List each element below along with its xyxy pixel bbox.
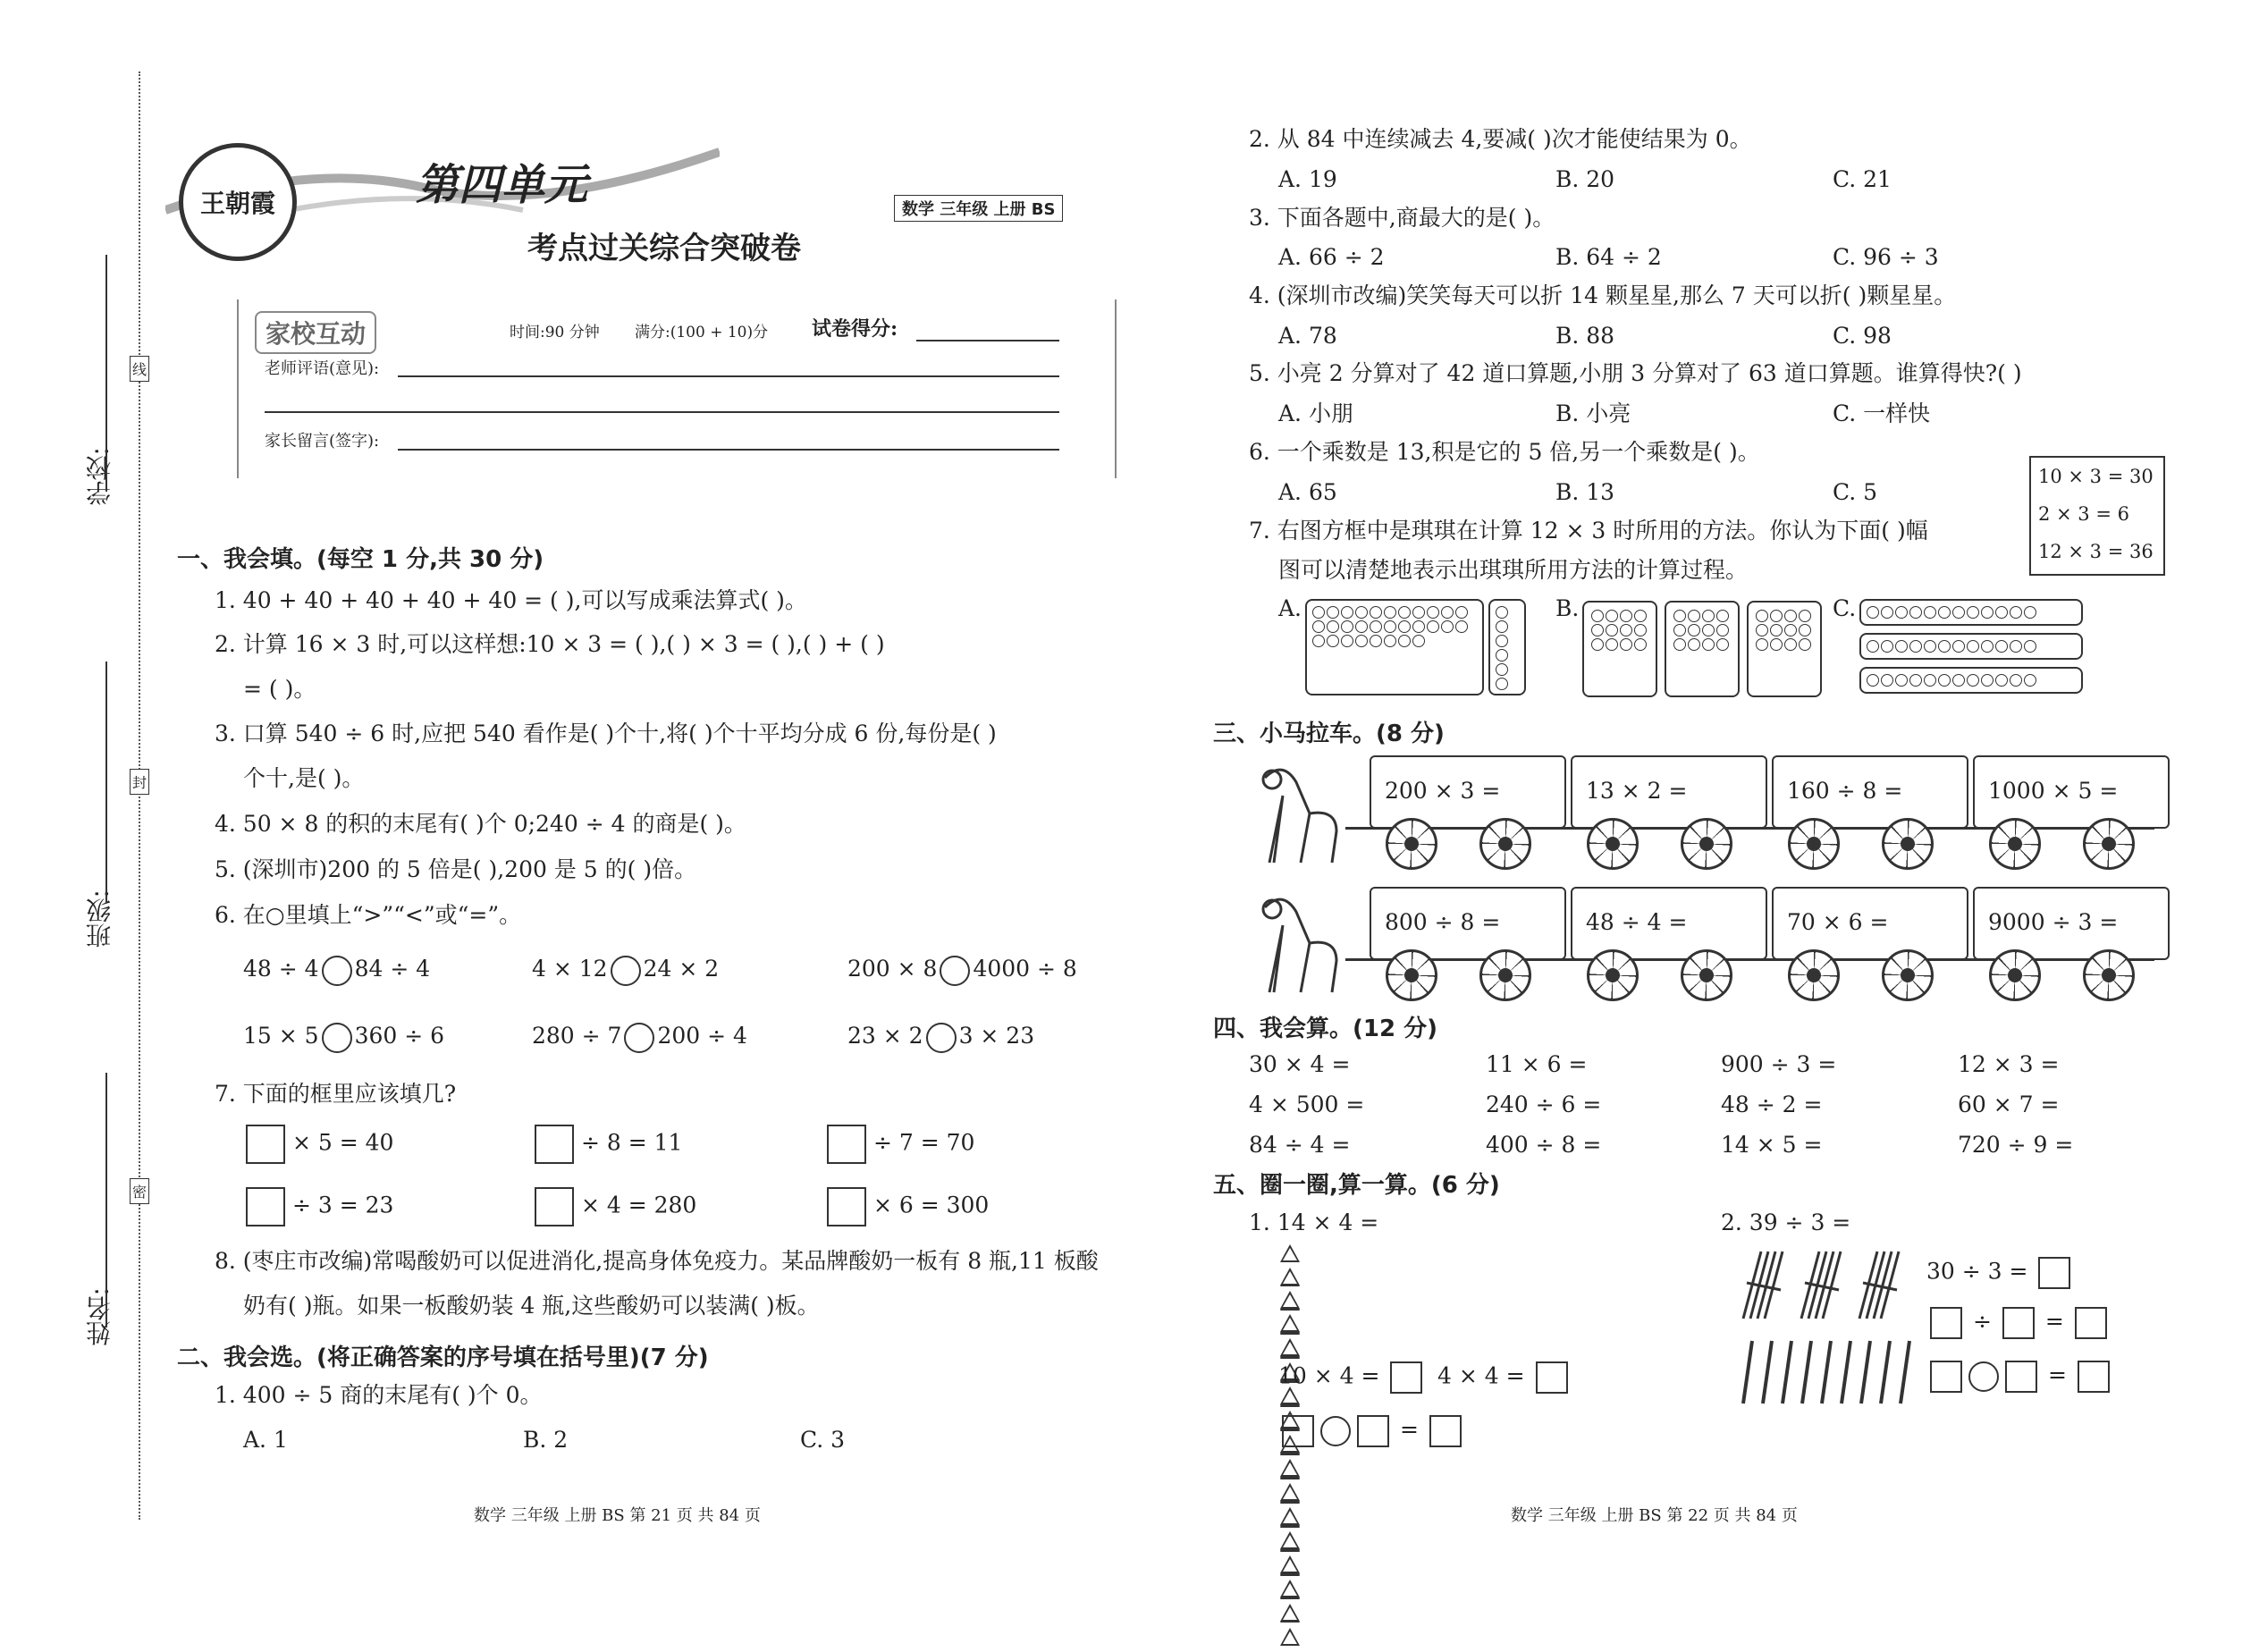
s1-q6: 6. 在○里填上“>”“<”或“=”。 xyxy=(215,902,522,928)
section-2-title: 二、我会选。(将正确答案的序号填在括号里)(7 分) xyxy=(177,1344,709,1371)
wheel-icon xyxy=(1587,949,1639,1001)
calc-item: 4 × 500 = xyxy=(1249,1092,1365,1117)
triangle-icon xyxy=(1280,1628,1300,1646)
dot xyxy=(1606,610,1618,622)
dot xyxy=(1370,635,1382,647)
class-line[interactable] xyxy=(105,662,107,903)
brand-logo: 王朝霞 xyxy=(179,143,297,261)
dot xyxy=(1770,610,1783,622)
dot xyxy=(1895,640,1908,653)
answer-box[interactable] xyxy=(2002,1307,2035,1339)
wheel-icon xyxy=(1386,818,1437,870)
train-wagon: 1000 × 5 = xyxy=(1973,755,2170,829)
footer-left: 数学 三年级 上册 BS 第 21 页 共 84 页 xyxy=(474,1506,761,1525)
triangle-icon xyxy=(1280,1244,1300,1262)
s2-q2-opt-a[interactable]: A. 19 xyxy=(1278,166,1337,192)
dot xyxy=(1938,674,1951,687)
school-line[interactable] xyxy=(105,255,107,492)
dot xyxy=(1799,610,1811,622)
answer-box[interactable] xyxy=(246,1125,285,1164)
wheel-icon xyxy=(1681,818,1732,870)
s2-q3: 3. 下面各题中,商最大的是( )。 xyxy=(1249,205,1555,231)
dots-panel-c2 xyxy=(1859,633,2083,660)
method-line: 10 × 3 = 30 xyxy=(2038,466,2154,487)
answer-box[interactable] xyxy=(535,1125,574,1164)
s2-q6-opt-c[interactable]: C. 5 xyxy=(1833,479,1878,505)
answer-box[interactable] xyxy=(1357,1415,1389,1447)
compare-circle[interactable] xyxy=(322,956,352,986)
answer-box[interactable] xyxy=(827,1125,866,1164)
s1-q2b: = ( )。 xyxy=(243,676,316,702)
answer-box[interactable] xyxy=(2075,1307,2107,1339)
dot xyxy=(1355,620,1368,633)
dot xyxy=(2024,606,2036,619)
dots-panel-b3 xyxy=(1747,601,1822,697)
dot xyxy=(1756,624,1768,636)
dot xyxy=(1967,674,1979,687)
fill-box-item: ÷ 8 = 11 xyxy=(535,1125,682,1164)
s2-q4-opt-b[interactable]: B. 88 xyxy=(1555,323,1615,349)
s1-q2a: 2. 计算 16 × 3 时,可以这样想:10 × 3 = ( ),( ) × 3 = ( ),( ) + ( ) xyxy=(215,631,885,657)
dot xyxy=(2010,640,2022,653)
footer-right: 数学 三年级 上册 BS 第 22 页 共 84 页 xyxy=(1511,1506,1798,1525)
calc-item: 720 ÷ 9 = xyxy=(1958,1132,2074,1158)
dot xyxy=(1784,610,1797,622)
section-1-title: 一、我会填。(每空 1 分,共 30 分) xyxy=(177,546,544,573)
compare-item: 280 ÷ 7 200 ÷ 4 xyxy=(532,1022,747,1053)
full-score-info: 满分:(100 + 10)分 xyxy=(635,324,769,341)
dot xyxy=(1312,620,1325,633)
s2-q1-opt-c[interactable]: C. 3 xyxy=(800,1427,846,1453)
s2-q7b: 图可以清楚地表示出琪琪所用方法的计算过程。 xyxy=(1278,557,1749,583)
dot xyxy=(1981,674,1993,687)
s2-q5: 5. 小亮 2 分算对了 42 道口算题,小朋 3 分算对了 63 道口算题。谁算得快?( ) xyxy=(1249,360,2022,386)
dots-panel-b1 xyxy=(1582,601,1657,697)
answer-box[interactable] xyxy=(827,1187,866,1226)
dot xyxy=(1355,635,1368,647)
wheel-icon xyxy=(1479,818,1531,870)
s2-q3-opt-c[interactable]: C. 96 ÷ 3 xyxy=(1833,244,1939,270)
wheel-icon xyxy=(1479,949,1531,1001)
operator-circle[interactable] xyxy=(1320,1416,1351,1446)
method-line: 2 × 3 = 6 xyxy=(2038,503,2129,525)
dot xyxy=(1938,606,1951,619)
triangle-icon xyxy=(1280,1555,1300,1573)
wheel-icon xyxy=(1788,949,1840,1001)
dot xyxy=(1909,606,1922,619)
section-4-title: 四、我会算。(12 分) xyxy=(1213,1016,1437,1042)
dot xyxy=(1756,610,1768,622)
s2-q1: 1. 400 ÷ 5 商的末尾有( )个 0。 xyxy=(215,1382,543,1408)
s5-q2-combine: = xyxy=(1926,1361,2113,1393)
answer-box[interactable] xyxy=(535,1187,574,1226)
calc-item: 900 ÷ 3 = xyxy=(1721,1051,1837,1077)
compare-item: 200 × 8 4000 ÷ 8 xyxy=(847,955,1077,986)
dot xyxy=(1370,620,1382,633)
dot xyxy=(1895,674,1908,687)
s5-q2: 2. 39 ÷ 3 = xyxy=(1721,1210,1851,1235)
pic-opt-b-label[interactable]: B. xyxy=(1555,595,1580,621)
dot xyxy=(1341,620,1353,633)
calc-item: 48 ÷ 2 = xyxy=(1721,1092,1823,1117)
dot xyxy=(2010,606,2022,619)
dots-panel-c1 xyxy=(1859,599,2083,626)
dot xyxy=(1496,620,1508,633)
class-label: 班级: xyxy=(85,889,114,948)
compare-circle[interactable] xyxy=(322,1023,352,1053)
dot xyxy=(1606,624,1618,636)
dot xyxy=(1455,606,1468,619)
compare-item: 15 × 5 360 ÷ 6 xyxy=(243,1022,444,1053)
answer-box[interactable] xyxy=(1282,1415,1314,1447)
dot xyxy=(1924,640,1936,653)
dot xyxy=(1496,663,1508,676)
dot xyxy=(1981,606,1993,619)
dot xyxy=(1881,674,1893,687)
dot xyxy=(1799,624,1811,636)
s2-q4: 4. (深圳市改编)笑笑每天可以折 14 颗星星,那么 7 天可以折( )颗星星。 xyxy=(1249,282,1957,308)
wheel-icon xyxy=(1788,818,1840,870)
dot xyxy=(2024,674,2036,687)
dot xyxy=(1702,624,1715,636)
dot xyxy=(1591,638,1604,651)
triangle-icon xyxy=(1280,1291,1300,1309)
dot xyxy=(1895,606,1908,619)
dot xyxy=(1716,610,1729,622)
triangle-icon xyxy=(1280,1483,1300,1501)
fill-box-item: × 5 = 40 xyxy=(246,1125,393,1164)
s5-q1-combine: = xyxy=(1278,1415,1465,1447)
s2-q2-opt-b[interactable]: B. 20 xyxy=(1555,166,1615,192)
dot xyxy=(1312,635,1325,647)
calc-item: 240 ÷ 6 = xyxy=(1486,1092,1602,1117)
dot xyxy=(1327,606,1339,619)
dot xyxy=(1370,606,1382,619)
subject-meta: 数学 三年级 上册 BS xyxy=(894,195,1063,222)
triangle-icon xyxy=(1280,1507,1300,1525)
compare-item: 4 × 12 24 × 2 xyxy=(532,955,719,986)
calc-item: 84 ÷ 4 = xyxy=(1249,1132,1351,1158)
dot xyxy=(1496,606,1508,619)
s1-q8a: 8. (枣庄市改编)常喝酸奶可以促进消化,提高身体免疫力。某品牌酸奶一板有 8 瓶,11 板酸 xyxy=(215,1248,1099,1274)
dot xyxy=(1995,606,2008,619)
dot xyxy=(1784,638,1797,651)
wheel-icon xyxy=(1882,818,1934,870)
triangle-icon xyxy=(1280,1338,1300,1356)
wheel-icon xyxy=(1989,949,2041,1001)
calc-item: 60 × 7 = xyxy=(1958,1092,2060,1117)
s2-q6-opt-b[interactable]: B. 13 xyxy=(1555,479,1615,505)
dots-panel-a1 xyxy=(1305,599,1484,695)
unit-title: 第四单元 xyxy=(416,160,588,210)
calc-item: 400 ÷ 8 = xyxy=(1486,1132,1602,1158)
train-wagon: 9000 ÷ 3 = xyxy=(1973,887,2170,960)
dot xyxy=(1634,638,1647,651)
wheel-icon xyxy=(1681,949,1732,1001)
calc-item: 12 × 3 = xyxy=(1958,1051,2060,1077)
triangle-icon xyxy=(1280,1314,1300,1332)
horse-illustration xyxy=(1247,889,1345,997)
dot xyxy=(2024,640,2036,653)
compare-circle[interactable] xyxy=(940,956,970,986)
triangle-icon xyxy=(1280,1531,1300,1549)
wheel-icon xyxy=(1989,818,2041,870)
fill-box-item: × 6 = 300 xyxy=(827,1187,989,1226)
dot xyxy=(1770,624,1783,636)
jiaxiao-frame xyxy=(237,299,1117,478)
dot xyxy=(1938,640,1951,653)
seal-tag-mi: 密 xyxy=(130,1178,149,1204)
triangle-icon xyxy=(1280,1604,1300,1622)
wheel-icon xyxy=(1386,949,1437,1001)
s5-q2-div: ÷ = xyxy=(1926,1307,2111,1339)
train-wagon: 200 × 3 = xyxy=(1370,755,1566,829)
s2-q4-opt-c[interactable]: C. 98 xyxy=(1833,323,1892,349)
dot xyxy=(1673,624,1686,636)
dot xyxy=(1688,610,1700,622)
dot xyxy=(1702,638,1715,651)
dot xyxy=(1620,624,1632,636)
jiaxiao-label: 家校互动 xyxy=(255,311,376,354)
dot xyxy=(1327,635,1339,647)
s5-q1: 1. 14 × 4 = xyxy=(1249,1210,1379,1235)
method-line: 12 × 3 = 36 xyxy=(2038,541,2154,562)
fill-box-item: × 4 = 280 xyxy=(535,1187,696,1226)
s5-q1-part: 10 × 4 = xyxy=(1278,1361,1426,1394)
dot xyxy=(1756,638,1768,651)
paper-title: 考点过关综合突破卷 xyxy=(527,231,801,266)
s2-q6-opt-a[interactable]: A. 65 xyxy=(1278,479,1337,505)
s1-q5: 5. (深圳市)200 的 5 倍是( ),200 是 5 的( )倍。 xyxy=(215,856,697,882)
dot xyxy=(1867,606,1879,619)
section-3-title: 三、小马拉车。(8 分) xyxy=(1213,721,1445,747)
dot xyxy=(1909,674,1922,687)
dot xyxy=(1441,606,1454,619)
s5-q1-part: 4 × 4 = xyxy=(1437,1361,1572,1394)
dot xyxy=(1591,610,1604,622)
dot xyxy=(1412,620,1425,633)
test-score-label: 试卷得分: xyxy=(812,317,898,341)
fill-box-item: ÷ 7 = 70 xyxy=(827,1125,974,1164)
dot xyxy=(1496,678,1508,690)
seal-tag-feng: 封 xyxy=(130,769,149,795)
wheel-icon xyxy=(2083,949,2135,1001)
dot xyxy=(1398,635,1411,647)
dot xyxy=(1398,620,1411,633)
wheel-icon xyxy=(2083,818,2135,870)
compare-circle[interactable] xyxy=(926,1023,957,1053)
dot xyxy=(1952,674,1965,687)
answer-box[interactable] xyxy=(1429,1415,1462,1447)
dot xyxy=(1341,606,1353,619)
pic-opt-a-label[interactable]: A. xyxy=(1278,595,1302,621)
dot xyxy=(1384,606,1396,619)
dot xyxy=(1952,640,1965,653)
compare-item: 48 ÷ 4 84 ÷ 4 xyxy=(243,955,430,986)
parent-message-label: 家长留言(签字): xyxy=(265,432,380,451)
calc-item: 11 × 6 = xyxy=(1486,1051,1588,1077)
s1-q3b: 个十,是( )。 xyxy=(243,765,365,791)
stick-bundles xyxy=(1734,1247,1913,1328)
dot xyxy=(1995,674,2008,687)
time-info: 时间:90 分钟 xyxy=(510,324,600,341)
triangle-icon xyxy=(1280,1268,1300,1285)
dot xyxy=(1867,640,1879,653)
compare-circle[interactable] xyxy=(611,956,641,986)
dot xyxy=(1384,635,1396,647)
s2-q3-opt-b[interactable]: B. 64 ÷ 2 xyxy=(1555,244,1662,270)
answer-box[interactable] xyxy=(246,1187,285,1226)
dots-panel-b2 xyxy=(1665,601,1740,697)
s2-q5-opt-c[interactable]: C. 一样快 xyxy=(1833,400,1931,426)
s2-q5-opt-b[interactable]: B. 小亮 xyxy=(1555,400,1631,426)
train-wagon: 160 ÷ 8 = xyxy=(1772,755,1968,829)
compare-item: 23 × 2 3 × 23 xyxy=(847,1022,1034,1053)
s2-q5-opt-a[interactable]: A. 小朋 xyxy=(1278,400,1353,426)
dot xyxy=(1799,638,1811,651)
school-label: 学校: xyxy=(85,447,114,506)
binding-dotted-line xyxy=(139,72,140,1520)
dot xyxy=(1784,624,1797,636)
s2-q1-opt-a[interactable]: A. 1 xyxy=(243,1427,288,1453)
answer-box[interactable] xyxy=(2038,1257,2070,1289)
dot xyxy=(1716,624,1729,636)
dot xyxy=(1427,606,1439,619)
dots-panel-a2 xyxy=(1488,599,1526,695)
dot xyxy=(1673,638,1686,651)
dot xyxy=(1688,624,1700,636)
answer-box[interactable] xyxy=(1536,1361,1568,1394)
dot xyxy=(1496,649,1508,662)
dot xyxy=(1591,624,1604,636)
dot xyxy=(1412,635,1425,647)
dot xyxy=(1441,620,1454,633)
horse-illustration xyxy=(1247,760,1345,867)
dot xyxy=(1952,606,1965,619)
train-wagon: 48 ÷ 4 = xyxy=(1571,887,1767,960)
single-sticks xyxy=(1734,1336,1913,1408)
s2-q6: 6. 一个乘数是 13,积是它的 5 倍,另一个乘数是( )。 xyxy=(1249,439,1760,465)
train-wagon: 13 × 2 = xyxy=(1571,755,1767,829)
dot xyxy=(1427,620,1439,633)
s2-q2: 2. 从 84 中连续减去 4,要减( )次才能使结果为 0。 xyxy=(1249,126,1752,152)
s5-q2-part: 30 ÷ 3 = xyxy=(1926,1257,2074,1289)
dot xyxy=(1924,674,1936,687)
wheel-icon xyxy=(1587,818,1639,870)
method-box xyxy=(2029,456,2165,576)
dot xyxy=(1341,635,1353,647)
section-5-title: 五、圈一圈,算一算。(6 分) xyxy=(1213,1172,1500,1199)
dot xyxy=(1770,638,1783,651)
fill-box-item: ÷ 3 = 23 xyxy=(246,1187,393,1226)
s2-q3-opt-a[interactable]: A. 66 ÷ 2 xyxy=(1278,244,1385,270)
triangle-icon xyxy=(1280,1580,1300,1597)
dots-panel-c3 xyxy=(1859,667,2083,694)
triangle-icon xyxy=(1280,1459,1300,1477)
dot xyxy=(1327,620,1339,633)
dot xyxy=(1412,606,1425,619)
dot xyxy=(1881,606,1893,619)
dot xyxy=(1606,638,1618,651)
dot xyxy=(1909,640,1922,653)
train-wagon: 800 ÷ 8 = xyxy=(1370,887,1566,960)
s2-q4-opt-a[interactable]: A. 78 xyxy=(1278,323,1337,349)
dot xyxy=(1702,610,1715,622)
teacher-comment-label: 老师评语(意见): xyxy=(265,359,380,378)
dot xyxy=(1620,638,1632,651)
answer-box[interactable] xyxy=(2078,1361,2110,1393)
dot xyxy=(1496,635,1508,647)
operator-circle[interactable] xyxy=(1968,1361,1999,1392)
dot xyxy=(1355,606,1368,619)
dot xyxy=(1384,620,1396,633)
dot xyxy=(1455,620,1468,633)
calc-item: 14 × 5 = xyxy=(1721,1132,1823,1158)
s1-q1: 1. 40 + 40 + 40 + 40 + 40 = ( ),可以写成乘法算式( )。 xyxy=(215,587,807,613)
train-wagon: 70 × 6 = xyxy=(1772,887,1968,960)
dot xyxy=(1981,640,1993,653)
dot xyxy=(1967,640,1979,653)
s1-q4: 4. 50 × 8 的积的末尾有( )个 0;240 ÷ 4 的商是( )。 xyxy=(215,811,746,837)
answer-box[interactable] xyxy=(1930,1361,1962,1393)
dot xyxy=(1995,640,2008,653)
s1-q7: 7. 下面的框里应该填几? xyxy=(215,1081,457,1107)
dot xyxy=(1398,606,1411,619)
dot xyxy=(1312,606,1325,619)
pic-opt-c-label[interactable]: C. xyxy=(1833,595,1857,621)
s1-q3a: 3. 口算 540 ÷ 6 时,应把 540 看作是( )个十,将( )个十平均分成 6 份,每份是( ) xyxy=(215,721,997,746)
s2-q2-opt-c[interactable]: C. 21 xyxy=(1833,166,1892,192)
s1-q8b: 奶有( )瓶。如果一板酸奶装 4 瓶,这些酸奶可以装满( )板。 xyxy=(243,1293,820,1319)
s2-q1-opt-b[interactable]: B. 2 xyxy=(523,1427,569,1453)
dot xyxy=(1688,638,1700,651)
dot xyxy=(1967,606,1979,619)
dot xyxy=(1924,606,1936,619)
answer-box[interactable] xyxy=(1930,1307,1962,1339)
dot xyxy=(1867,674,1879,687)
name-line[interactable] xyxy=(105,1073,107,1328)
dot xyxy=(1673,610,1686,622)
seal-tag-xian: 线 xyxy=(130,356,149,382)
wheel-icon xyxy=(1882,949,1934,1001)
dot xyxy=(1634,624,1647,636)
dot xyxy=(2010,674,2022,687)
answer-box[interactable] xyxy=(2005,1361,2037,1393)
dot xyxy=(1881,640,1893,653)
dot xyxy=(1634,610,1647,622)
compare-circle[interactable] xyxy=(624,1023,654,1053)
s2-q7a: 7. 右图方框中是琪琪在计算 12 × 3 时所用的方法。你认为下面( )幅 xyxy=(1249,518,1928,544)
answer-box[interactable] xyxy=(1390,1361,1422,1394)
dot xyxy=(1716,638,1729,651)
dot xyxy=(1620,610,1632,622)
calc-item: 30 × 4 = xyxy=(1249,1051,1351,1077)
name-label: 姓名: xyxy=(85,1287,114,1346)
